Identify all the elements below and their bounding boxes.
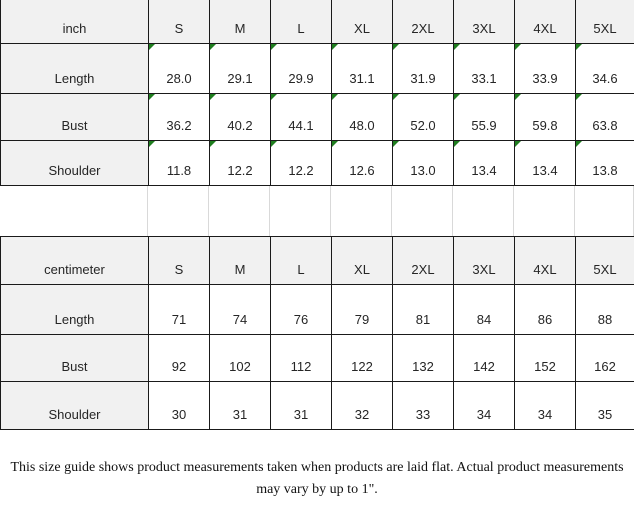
size-header-cell: L (271, 236, 332, 284)
number-stored-as-text-flag-icon (271, 94, 277, 100)
size-header-cell: 4XL (515, 236, 576, 284)
table-gap-strip (0, 186, 634, 236)
number-stored-as-text-flag-icon (393, 94, 399, 100)
measurement-cell: 34 (454, 381, 515, 429)
measurement-cell: 122 (332, 334, 393, 381)
size-header-cell: 5XL (576, 236, 634, 284)
row-label-cell: Length (1, 284, 149, 334)
size-header-cell: 5XL (576, 0, 634, 43)
cm-header-row (1, 236, 634, 284)
number-stored-as-text-flag-icon (576, 94, 582, 100)
row-label-cell: Bust (1, 334, 149, 381)
number-stored-as-text-flag-icon (149, 94, 155, 100)
gap-column-guide (209, 186, 270, 236)
number-stored-as-text-flag-icon (210, 94, 216, 100)
gap-column-guide (575, 186, 634, 236)
inch-length-row (1, 43, 634, 93)
size-header-cell: XL (332, 236, 393, 284)
gap-column-guide (331, 186, 392, 236)
number-stored-as-text-flag-icon (210, 141, 216, 147)
row-label-cell: Shoulder (1, 381, 149, 429)
unit-header-cell: inch (1, 0, 149, 43)
number-stored-as-text-flag-icon (271, 44, 277, 50)
measurement-cell: 30 (149, 381, 210, 429)
inch-size-table (0, 0, 634, 186)
gap-column-guide (392, 186, 453, 236)
measurement-cell: 32 (332, 381, 393, 429)
cm-length-row (1, 284, 634, 334)
size-header-cell: XL (332, 0, 393, 43)
size-header-cell: 2XL (393, 0, 454, 43)
number-stored-as-text-flag-icon (576, 141, 582, 147)
measurement-cell: 63.8 (576, 93, 634, 140)
size-header-cell: 2XL (393, 236, 454, 284)
measurement-cell: 31 (210, 381, 271, 429)
measurement-cell: 36.2 (149, 93, 210, 140)
measurement-cell: 86 (515, 284, 576, 334)
measurement-cell: 81 (393, 284, 454, 334)
measurement-cell: 29.1 (210, 43, 271, 93)
size-header-cell: S (149, 0, 210, 43)
gap-column-guide (514, 186, 575, 236)
number-stored-as-text-flag-icon (210, 44, 216, 50)
measurement-cell: 48.0 (332, 93, 393, 140)
gap-column-guide (0, 186, 148, 236)
measurement-cell: 40.2 (210, 93, 271, 140)
inch-bust-row (1, 93, 634, 140)
disclaimer-line: may vary by up to 1". (256, 481, 378, 497)
size-guide-disclaimer (0, 457, 634, 501)
measurement-cell: 132 (393, 334, 454, 381)
measurement-cell: 92 (149, 334, 210, 381)
number-stored-as-text-flag-icon (332, 141, 338, 147)
measurement-cell: 31.9 (393, 43, 454, 93)
cm-bust-row (1, 334, 634, 381)
measurement-cell: 13.4 (515, 140, 576, 185)
number-stored-as-text-flag-icon (515, 44, 521, 50)
measurement-cell: 162 (576, 334, 634, 381)
measurement-cell: 112 (271, 334, 332, 381)
measurement-cell: 31.1 (332, 43, 393, 93)
row-label-cell: Bust (1, 93, 149, 140)
number-stored-as-text-flag-icon (454, 94, 460, 100)
centimeter-size-table (0, 236, 634, 430)
row-label-cell: Length (1, 43, 149, 93)
number-stored-as-text-flag-icon (393, 44, 399, 50)
measurement-cell: 71 (149, 284, 210, 334)
measurement-cell: 55.9 (454, 93, 515, 140)
measurement-cell: 84 (454, 284, 515, 334)
measurement-cell: 76 (271, 284, 332, 334)
measurement-cell: 52.0 (393, 93, 454, 140)
measurement-cell: 44.1 (271, 93, 332, 140)
measurement-cell: 29.9 (271, 43, 332, 93)
size-header-cell: M (210, 236, 271, 284)
number-stored-as-text-flag-icon (149, 44, 155, 50)
disclaimer-line: This size guide shows product measurements taken when products are laid flat. Actual product measurements (10, 459, 624, 475)
measurement-cell: 59.8 (515, 93, 576, 140)
measurement-cell: 13.4 (454, 140, 515, 185)
number-stored-as-text-flag-icon (576, 44, 582, 50)
number-stored-as-text-flag-icon (515, 141, 521, 147)
measurement-cell: 13.0 (393, 140, 454, 185)
unit-header-cell: centimeter (1, 236, 149, 284)
size-header-cell: L (271, 0, 332, 43)
measurement-cell: 88 (576, 284, 634, 334)
measurement-cell: 12.2 (271, 140, 332, 185)
size-header-cell: S (149, 236, 210, 284)
number-stored-as-text-flag-icon (454, 44, 460, 50)
measurement-cell: 11.8 (149, 140, 210, 185)
measurement-cell: 142 (454, 334, 515, 381)
row-label-cell: Shoulder (1, 140, 149, 185)
measurement-cell: 35 (576, 381, 634, 429)
number-stored-as-text-flag-icon (393, 141, 399, 147)
size-header-cell: M (210, 0, 271, 43)
cm-shoulder-row (1, 381, 634, 429)
inch-header-row (1, 0, 634, 43)
measurement-cell: 12.2 (210, 140, 271, 185)
measurement-cell: 79 (332, 284, 393, 334)
measurement-cell: 33 (393, 381, 454, 429)
number-stored-as-text-flag-icon (271, 141, 277, 147)
measurement-cell: 33.1 (454, 43, 515, 93)
size-header-cell: 3XL (454, 236, 515, 284)
measurement-cell: 102 (210, 334, 271, 381)
measurement-cell: 34 (515, 381, 576, 429)
size-header-cell: 3XL (454, 0, 515, 43)
measurement-cell: 33.9 (515, 43, 576, 93)
measurement-cell: 31 (271, 381, 332, 429)
number-stored-as-text-flag-icon (332, 94, 338, 100)
number-stored-as-text-flag-icon (332, 44, 338, 50)
measurement-cell: 13.8 (576, 140, 634, 185)
measurement-cell: 152 (515, 334, 576, 381)
inch-shoulder-row (1, 140, 634, 185)
number-stored-as-text-flag-icon (454, 141, 460, 147)
measurement-cell: 74 (210, 284, 271, 334)
measurement-cell: 34.6 (576, 43, 634, 93)
gap-column-guide (148, 186, 209, 236)
gap-column-guide (453, 186, 514, 236)
measurement-cell: 28.0 (149, 43, 210, 93)
gap-column-guide (270, 186, 331, 236)
number-stored-as-text-flag-icon (149, 141, 155, 147)
number-stored-as-text-flag-icon (515, 94, 521, 100)
measurement-cell: 12.6 (332, 140, 393, 185)
size-header-cell: 4XL (515, 0, 576, 43)
